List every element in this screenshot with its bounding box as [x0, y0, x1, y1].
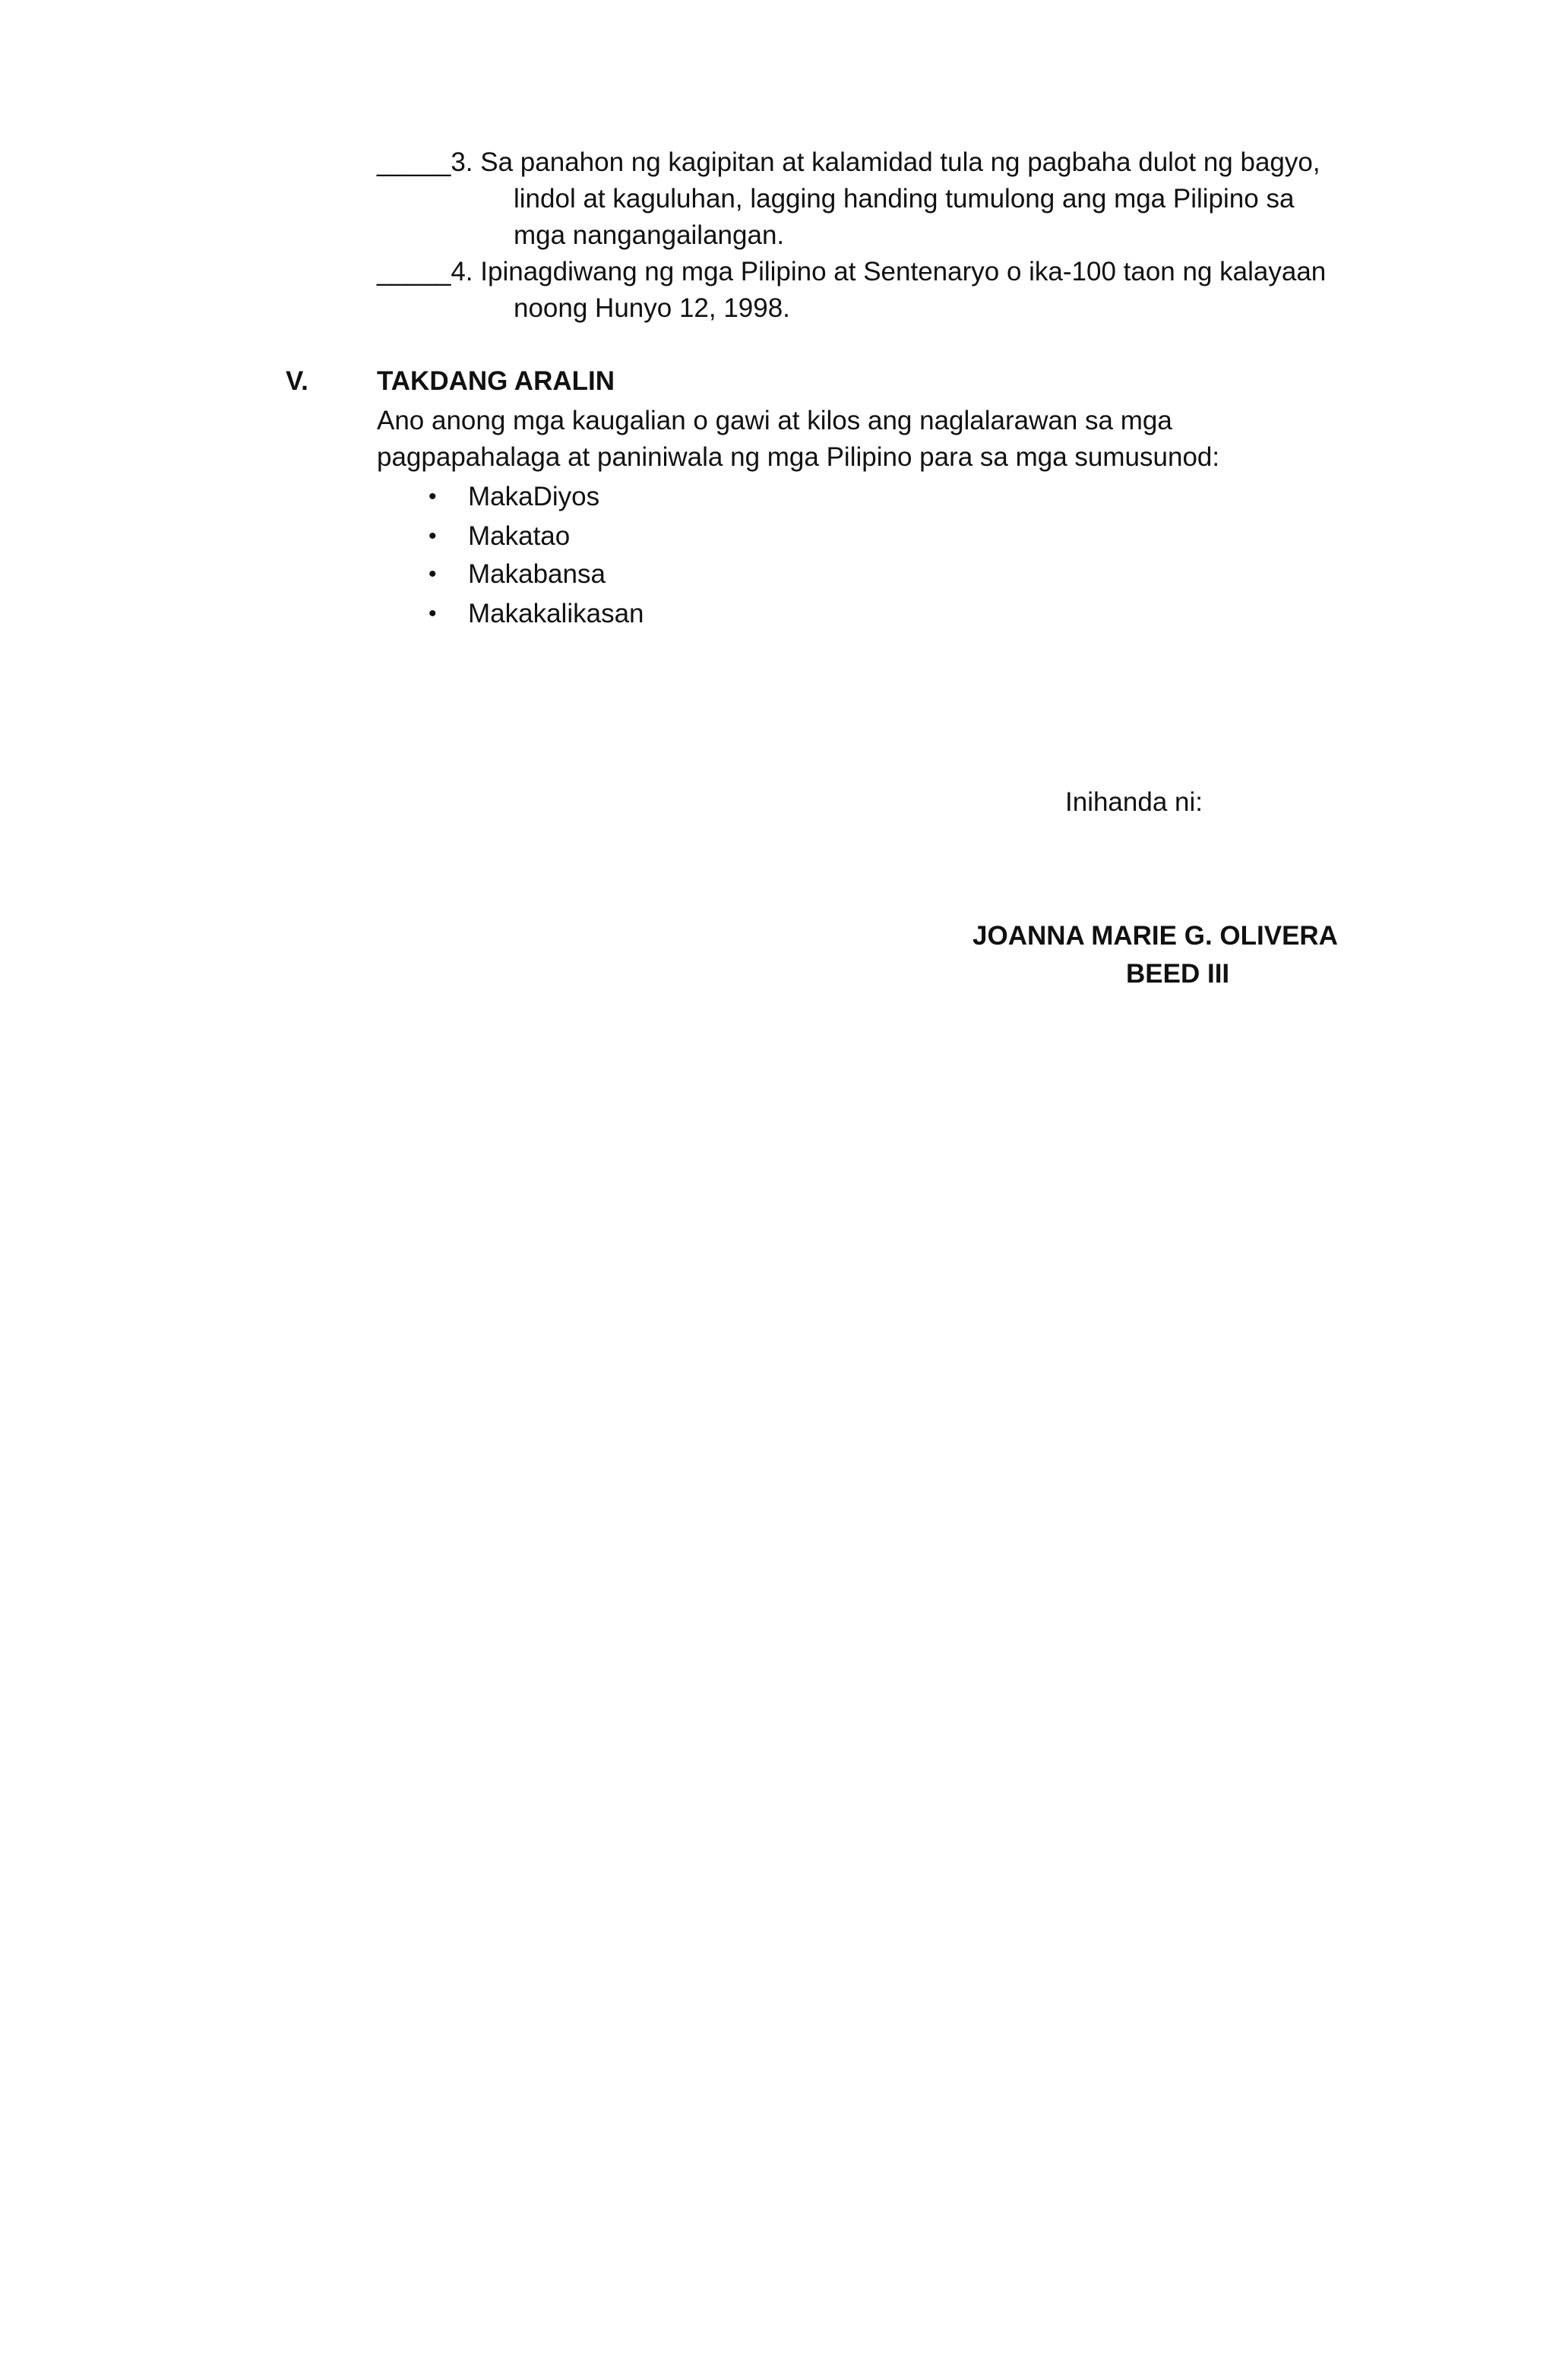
- bullet-dot: •: [429, 601, 437, 626]
- bullet-dot: •: [429, 524, 437, 549]
- item-text: Ipinagdiwang ng mga Pilipino at Sentenaryo o ika-100 taon ng kalayaan: [480, 257, 1327, 286]
- preparer-course: BEED III: [1126, 959, 1230, 989]
- item-number: 3.: [451, 147, 473, 177]
- section-prompt-line: pagpapahalaga at paniniwala ng mga Pilipino para sa mga sumusunod:: [377, 442, 1220, 472]
- item-3-continuation: lindol at kaguluhan, lagging handing tumulong ang mga Pilipino sa: [514, 184, 1295, 214]
- section-prompt-line: Ano anong mga kaugalian o gawi at kilos ang naglalarawan sa mga: [377, 406, 1172, 435]
- bullet-dot: •: [429, 484, 437, 509]
- answer-blank: _____: [377, 257, 451, 286]
- bullet-item: Makatao: [468, 521, 571, 551]
- preparer-name: JOANNA MARIE G. OLIVERA: [972, 921, 1338, 951]
- item-number: 4.: [451, 257, 473, 286]
- bullet-item: Makabansa: [468, 559, 606, 589]
- section-title: TAKDANG ARALIN: [377, 366, 615, 396]
- item-4-continuation: noong Hunyo 12, 1998.: [514, 293, 790, 323]
- bullet-item: Makakalikasan: [468, 599, 644, 628]
- bullet-item: MakaDiyos: [468, 482, 600, 511]
- section-numeral: V.: [286, 366, 308, 396]
- bullet-dot: •: [429, 562, 437, 587]
- prepared-by-label: Inihanda ni:: [1065, 787, 1203, 817]
- item-4-first-line: [377, 254, 1326, 290]
- item-text: Sa panahon ng kagipitan at kalamidad tula ng pagbaha dulot ng bagyo,: [480, 147, 1320, 177]
- answer-blank: _____: [377, 147, 451, 177]
- item-3-continuation: mga nangangailangan.: [514, 220, 785, 250]
- item-3-first-line: [377, 144, 1320, 181]
